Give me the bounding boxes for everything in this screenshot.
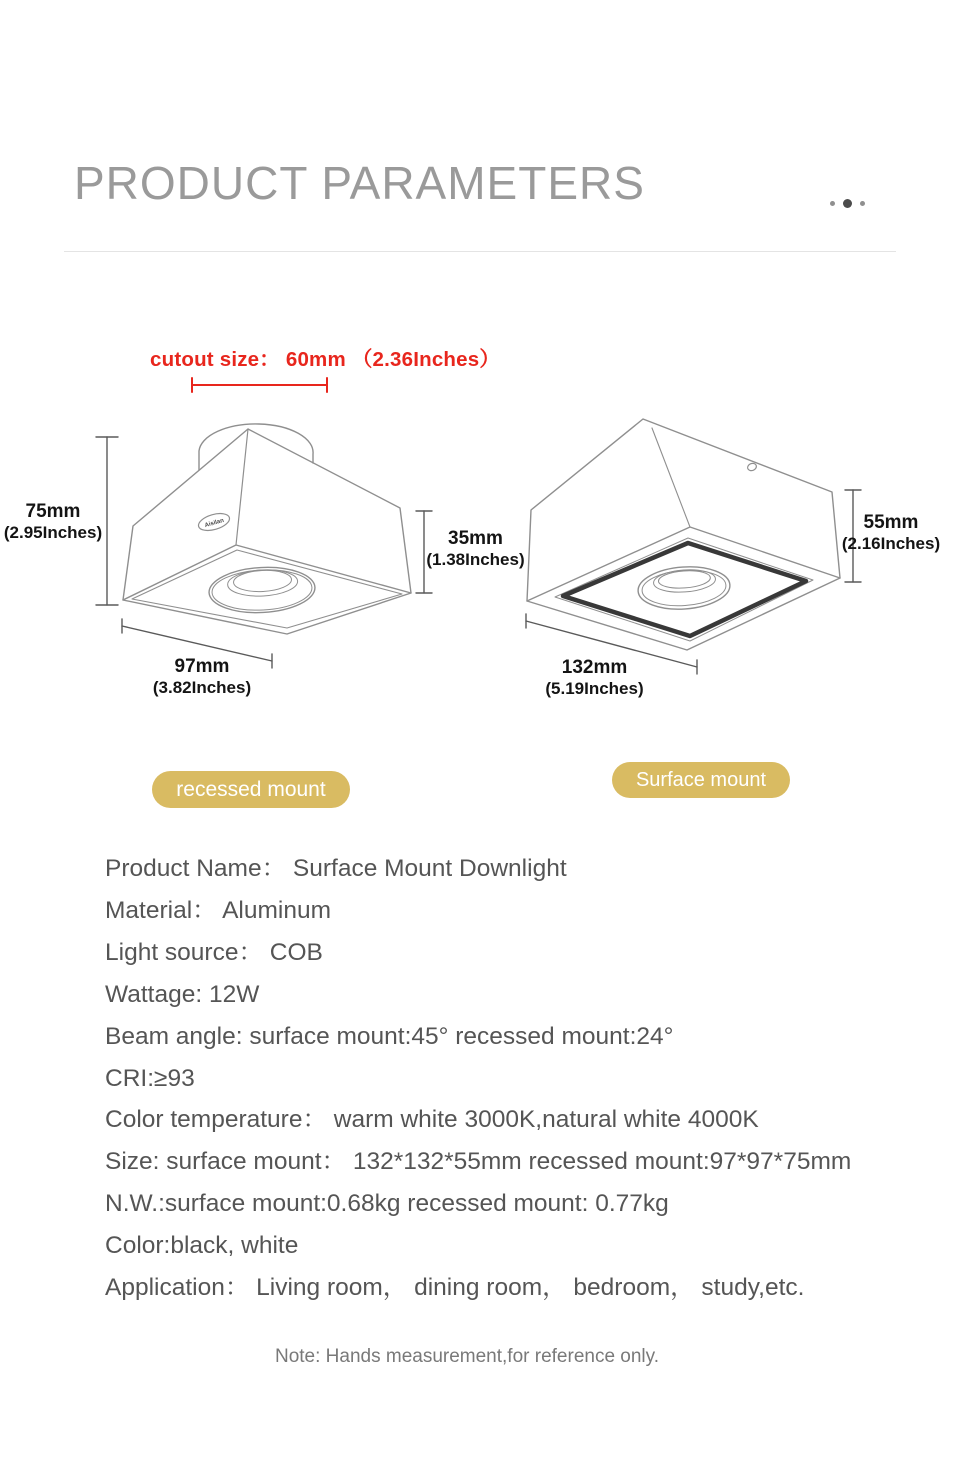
recessed-fixture-drawing [123, 424, 411, 634]
dimension-value-inches: (2.16Inches) [841, 534, 941, 554]
page-title: PRODUCT PARAMETERS [74, 157, 645, 209]
cutout-dimension-line [192, 378, 327, 392]
recessed-mount-tag: recessed mount [152, 771, 350, 808]
dimension-value-inches: (2.95Inches) [3, 523, 103, 543]
cutout-size-label: cutout size： 60mm （2.36Inches） [150, 348, 501, 371]
spec-beam-angle: Beam angle: surface mount:45° recessed mount:24° [105, 1022, 674, 1050]
brand-badge [197, 510, 232, 533]
surface-fixture-drawing [527, 419, 840, 650]
dimension-value-inches: (3.82Inches) [152, 678, 252, 698]
dimension-value: 35mm [448, 528, 503, 549]
dimension-value: 55mm [863, 512, 919, 533]
spec-list [105, 848, 945, 1309]
spec-application: Application： Living room， dining room， bedroom， study,etc. [105, 1274, 805, 1302]
spec-color-temperature: Color temperature： warm white 3000K,natural white 4000K [105, 1106, 759, 1134]
dimension-label-width-recessed [142, 656, 262, 698]
spec-material: Material： Aluminum [105, 896, 332, 924]
spec-net-weight: N.W.:surface mount:0.68kg recessed mount: 0.77kg [105, 1190, 669, 1218]
dimension-label-body-height-recessed [418, 528, 533, 570]
surface-mount-tag: Surface mount [612, 762, 790, 798]
spec-product-name: Product Name： Surface Mount Downlight [105, 855, 567, 882]
spec-color: Color:black, white [105, 1232, 299, 1260]
dimension-value: 132mm [561, 657, 628, 678]
dimension-value-inches: (5.19Inches) [545, 679, 644, 699]
dimension-label-height-recessed [0, 501, 106, 543]
dimension-label-width-surface [532, 657, 657, 699]
spec-wattage: Wattage: 12W [105, 980, 260, 1008]
dimension-label-height-surface [835, 512, 947, 554]
spec-cri: CRI:≥93 [105, 1064, 195, 1092]
brand-badge-text: Aisilan [204, 517, 225, 530]
dimension-value-inches: (1.38Inches) [426, 550, 525, 570]
dimension-value: 75mm [25, 501, 81, 522]
spec-light-source: Light source： COB [105, 938, 323, 966]
measurement-note: Note: Hands measurement,for reference only. [274, 1346, 660, 1367]
dimension-value: 97mm [174, 656, 230, 677]
spec-size: Size: surface mount： 132*132*55mm recessed mount:97*97*75mm [105, 1148, 852, 1176]
